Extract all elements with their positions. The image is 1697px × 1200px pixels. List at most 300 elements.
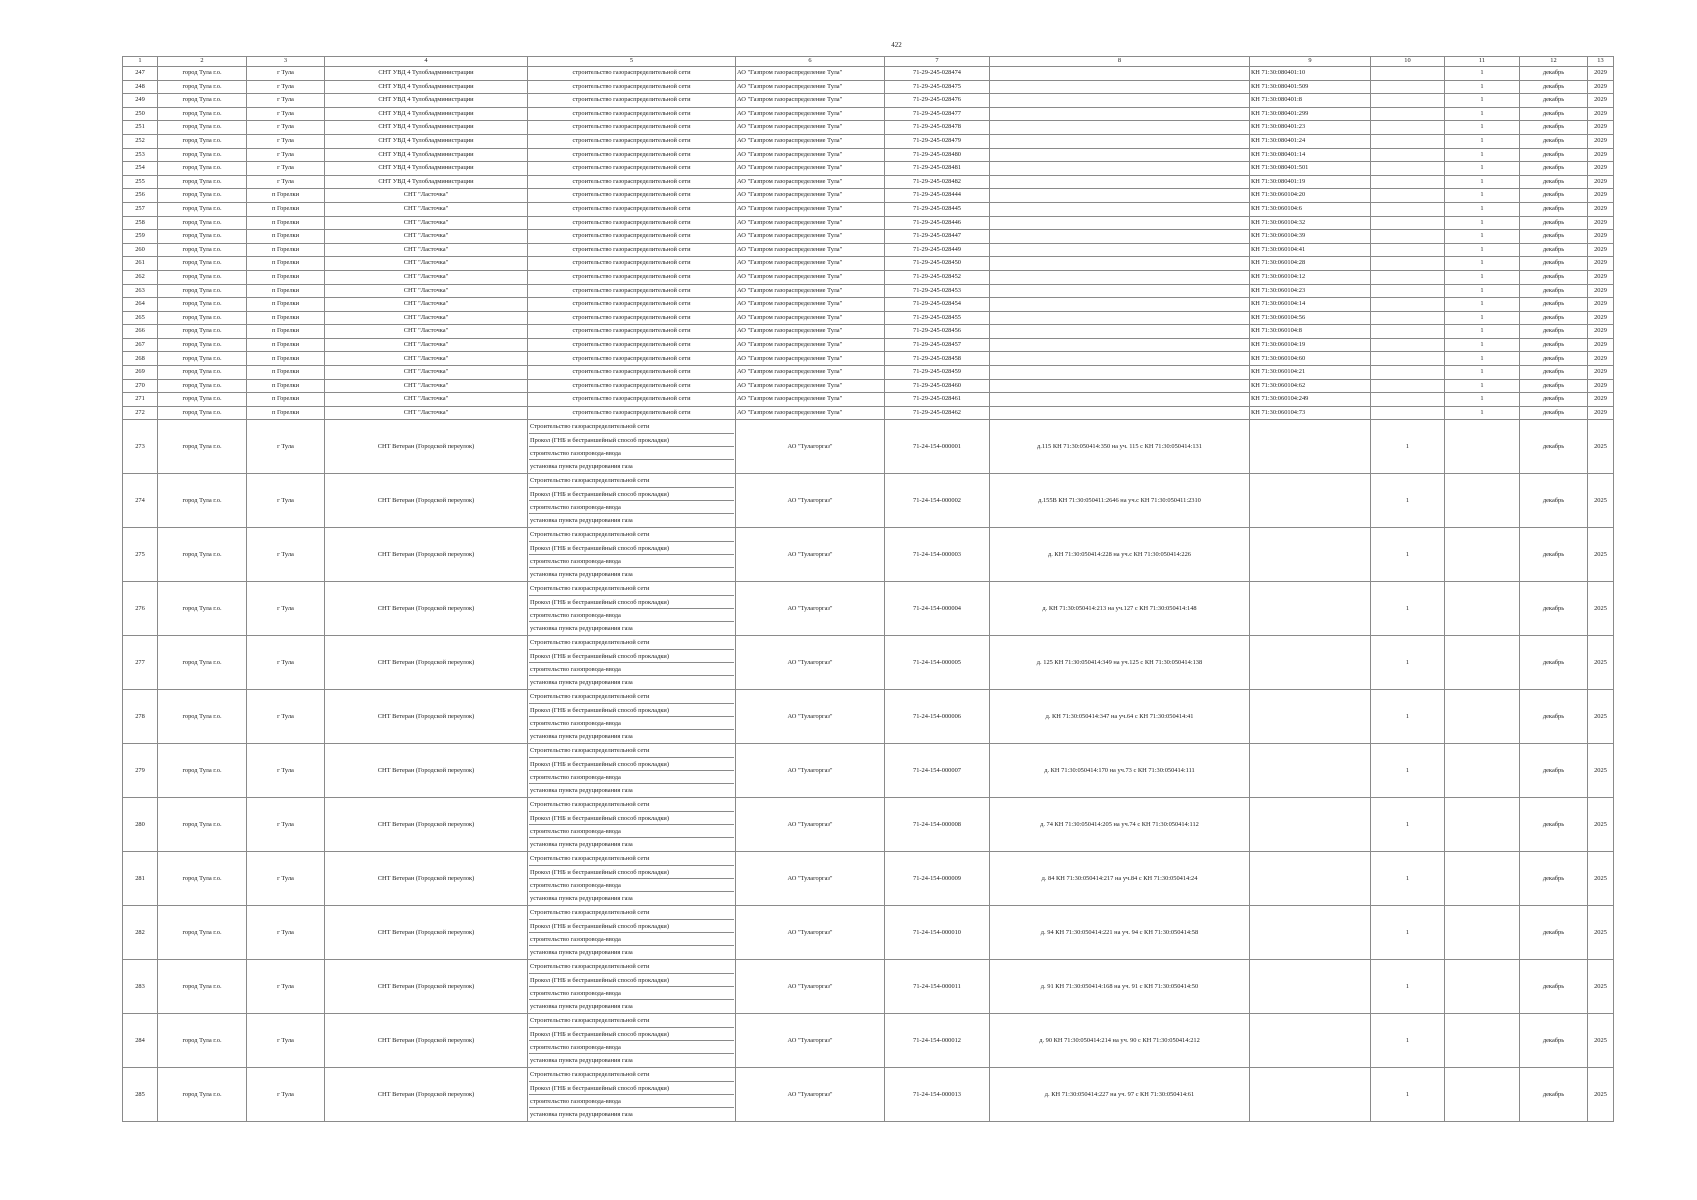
cell-request-number: 71-29-245-028462 xyxy=(885,406,990,420)
cell-object: СНТ Ветеран (Городской переулок) xyxy=(325,744,528,798)
cell-settlement: г Тула xyxy=(247,582,325,636)
work-item: строительство газопровода-ввода xyxy=(529,663,734,676)
cell-col10 xyxy=(1371,243,1445,257)
cell-object: СНТ УВД 4 Тулобладминистрации xyxy=(325,121,528,135)
cell-request-number: 71-29-245-028446 xyxy=(885,216,990,230)
cell-object: СНТ УВД 4 Тулобладминистрации xyxy=(325,148,528,162)
work-item: установка пункта редуцирования газа xyxy=(530,1111,633,1119)
cell-municipality: город Тула г.о. xyxy=(158,67,247,81)
cell-work-type: строительство газораспределительной сети xyxy=(528,366,736,380)
cell-municipality: город Тула г.о. xyxy=(158,94,247,108)
cell-col10 xyxy=(1371,67,1445,81)
cell-request-number: 71-29-245-028445 xyxy=(885,202,990,216)
cell-col11: 1 xyxy=(1445,257,1520,271)
cell-object: СНТ Ветеран (Городской переулок) xyxy=(325,582,528,636)
cell-settlement: г Тула xyxy=(247,744,325,798)
cell-municipality: город Тула г.о. xyxy=(158,406,247,420)
cell-work-type: строительство газораспределительной сети xyxy=(528,270,736,284)
cell-col11 xyxy=(1445,1068,1520,1122)
cell-parcel-info: д. КН 71:30:050414:347 на уч.64 с КН 71:30:050414:41 xyxy=(990,690,1250,744)
cell-parcel-info xyxy=(990,257,1250,271)
cell-parcel-info: д. КН 71:30:050414:228 на уч.с КН 71:30:050414:226 xyxy=(990,528,1250,582)
cell-col10 xyxy=(1371,202,1445,216)
cell-request-number: 71-29-245-028479 xyxy=(885,134,990,148)
cell-municipality: город Тула г.о. xyxy=(158,906,247,960)
cell-object: СНТ Ветеран (Городской переулок) xyxy=(325,690,528,744)
cell-settlement: г Тула xyxy=(247,528,325,582)
cell-col10: 1 xyxy=(1371,744,1445,798)
cell-object: СНТ "Ласточка" xyxy=(325,311,528,325)
cell-object: СНТ "Ласточка" xyxy=(325,298,528,312)
cell-num: 279 xyxy=(123,744,158,798)
table-row xyxy=(123,528,1614,582)
cell-request-number: 71-29-245-028474 xyxy=(885,67,990,81)
table-row xyxy=(123,298,1614,312)
cell-num: 256 xyxy=(123,189,158,203)
cell-month: декабрь xyxy=(1520,690,1588,744)
cell-col11: 1 xyxy=(1445,162,1520,176)
cell-num: 247 xyxy=(123,67,158,81)
cell-work-type: строительство газораспределительной сети xyxy=(528,216,736,230)
cell-municipality: город Тула г.о. xyxy=(158,80,247,94)
cell-request-number: 71-29-245-028475 xyxy=(885,80,990,94)
cell-settlement: п Горелки xyxy=(247,216,325,230)
cell-organization: АО "Газпром газораспределение Тула" xyxy=(736,148,885,162)
cell-municipality: город Тула г.о. xyxy=(158,202,247,216)
cell-month: декабрь xyxy=(1520,636,1588,690)
cell-organization: АО "Газпром газораспределение Тула" xyxy=(736,325,885,339)
cell-year: 2029 xyxy=(1588,216,1614,230)
cell-organization: АО "Газпром газораспределение Тула" xyxy=(736,406,885,420)
cell-month: декабрь xyxy=(1520,325,1588,339)
cell-num: 254 xyxy=(123,162,158,176)
cell-parcel-info xyxy=(990,148,1250,162)
cell-col10 xyxy=(1371,311,1445,325)
cell-settlement: п Горелки xyxy=(247,393,325,407)
cell-col11: 1 xyxy=(1445,366,1520,380)
cell-parcel-info xyxy=(990,352,1250,366)
table-row xyxy=(123,338,1614,352)
cell-settlement: г Тула xyxy=(247,852,325,906)
cell-municipality: город Тула г.о. xyxy=(158,474,247,528)
cell-col10 xyxy=(1371,325,1445,339)
cell-object: СНТ "Ласточка" xyxy=(325,379,528,393)
cell-col10 xyxy=(1371,352,1445,366)
cell-municipality: город Тула г.о. xyxy=(158,298,247,312)
column-header: 12 xyxy=(1520,57,1588,67)
column-header: 8 xyxy=(990,57,1250,67)
table-row xyxy=(123,243,1614,257)
work-item: Прокол (ГНБ и бестраншейный способ прокладки) xyxy=(529,704,734,717)
cell-col10: 1 xyxy=(1371,528,1445,582)
column-header: 11 xyxy=(1445,57,1520,67)
cell-cadastral-number: КН 71:30:080401:299 xyxy=(1250,107,1371,121)
cell-organization: АО "Тулагоргаз" xyxy=(736,474,885,528)
cell-col11: 1 xyxy=(1445,379,1520,393)
cell-year: 2029 xyxy=(1588,243,1614,257)
cell-work-type: строительство газораспределительной сети xyxy=(528,379,736,393)
cell-parcel-info: д.115 КН 71:30:050414:350 на уч. 115 с КН 71:30:050414:131 xyxy=(990,420,1250,474)
cell-municipality: город Тула г.о. xyxy=(158,216,247,230)
cell-cadastral-number xyxy=(1250,1068,1371,1122)
cell-request-number: 71-29-245-028459 xyxy=(885,366,990,380)
cell-month: декабрь xyxy=(1520,121,1588,135)
cell-organization: АО "Тулагоргаз" xyxy=(736,528,885,582)
cell-cadastral-number: КН 71:30:060104:20 xyxy=(1250,189,1371,203)
cell-organization: АО "Газпром газораспределение Тула" xyxy=(736,162,885,176)
cell-col10: 1 xyxy=(1371,690,1445,744)
cell-col10 xyxy=(1371,80,1445,94)
cell-col11 xyxy=(1445,474,1520,528)
cell-parcel-info xyxy=(990,107,1250,121)
cell-num: 260 xyxy=(123,243,158,257)
cell-col11: 1 xyxy=(1445,189,1520,203)
cell-settlement: г Тула xyxy=(247,80,325,94)
cell-col10 xyxy=(1371,406,1445,420)
cell-parcel-info xyxy=(990,67,1250,81)
cell-col11: 1 xyxy=(1445,243,1520,257)
cell-col10: 1 xyxy=(1371,852,1445,906)
cell-work-type: строительство газораспределительной сети xyxy=(528,202,736,216)
cell-cadastral-number: КН 71:30:060104:28 xyxy=(1250,257,1371,271)
cell-num: 249 xyxy=(123,94,158,108)
cell-col11 xyxy=(1445,582,1520,636)
cell-col10: 1 xyxy=(1371,636,1445,690)
work-item: установка пункта редуцирования газа xyxy=(530,571,633,579)
cell-col10: 1 xyxy=(1371,906,1445,960)
cell-month: декабрь xyxy=(1520,582,1588,636)
cell-col10 xyxy=(1371,270,1445,284)
cell-parcel-info xyxy=(990,175,1250,189)
cell-col11: 1 xyxy=(1445,270,1520,284)
cell-object: СНТ Ветеран (Городской переулок) xyxy=(325,852,528,906)
cell-municipality: город Тула г.о. xyxy=(158,230,247,244)
work-item: строительство газопровода-ввода xyxy=(529,501,734,514)
cell-municipality: город Тула г.о. xyxy=(158,107,247,121)
cell-year: 2029 xyxy=(1588,107,1614,121)
cell-settlement: п Горелки xyxy=(247,284,325,298)
table-row xyxy=(123,852,1614,906)
cell-parcel-info xyxy=(990,243,1250,257)
cell-settlement: г Тула xyxy=(247,420,325,474)
work-item: установка пункта редуцирования газа xyxy=(530,1003,633,1011)
work-item: установка пункта редуцирования газа xyxy=(530,517,633,525)
cell-month: декабрь xyxy=(1520,189,1588,203)
cell-cadastral-number: КН 71:30:060104:249 xyxy=(1250,393,1371,407)
cell-municipality: город Тула г.о. xyxy=(158,270,247,284)
cell-object: СНТ УВД 4 Тулобладминистрации xyxy=(325,94,528,108)
header-row xyxy=(123,57,1614,67)
table-row xyxy=(123,257,1614,271)
cell-organization: АО "Газпром газораспределение Тула" xyxy=(736,67,885,81)
cell-year: 2029 xyxy=(1588,406,1614,420)
cell-num: 281 xyxy=(123,852,158,906)
cell-col11: 1 xyxy=(1445,67,1520,81)
cell-col11 xyxy=(1445,960,1520,1014)
column-header: 6 xyxy=(736,57,885,67)
cell-work-type: строительство газораспределительной сети xyxy=(528,325,736,339)
cell-cadastral-number: КН 71:30:080401:14 xyxy=(1250,148,1371,162)
cell-col11 xyxy=(1445,420,1520,474)
cell-municipality: город Тула г.о. xyxy=(158,528,247,582)
cell-work-type: строительство газораспределительной сети xyxy=(528,189,736,203)
cell-object: СНТ "Ласточка" xyxy=(325,352,528,366)
work-item: Строительство газораспределительной сети xyxy=(529,420,734,433)
cell-settlement: п Горелки xyxy=(247,366,325,380)
work-item: Строительство газораспределительной сети xyxy=(529,528,734,541)
work-item: Прокол (ГНБ и бестраншейный способ прокладки) xyxy=(529,1082,734,1095)
cell-work-list xyxy=(528,582,736,636)
cell-num: 265 xyxy=(123,311,158,325)
cell-col10 xyxy=(1371,284,1445,298)
cell-col10: 1 xyxy=(1371,582,1445,636)
cell-organization: АО "Тулагоргаз" xyxy=(736,1068,885,1122)
cell-organization: АО "Газпром газораспределение Тула" xyxy=(736,94,885,108)
cell-month: декабрь xyxy=(1520,744,1588,798)
cell-municipality: город Тула г.о. xyxy=(158,325,247,339)
cell-month: декабрь xyxy=(1520,906,1588,960)
table-row xyxy=(123,175,1614,189)
cell-request-number: 71-29-245-028449 xyxy=(885,243,990,257)
cell-year: 2025 xyxy=(1588,906,1614,960)
cell-year: 2025 xyxy=(1588,852,1614,906)
cell-parcel-info xyxy=(990,393,1250,407)
cell-municipality: город Тула г.о. xyxy=(158,420,247,474)
cell-cadastral-number xyxy=(1250,474,1371,528)
cell-cadastral-number xyxy=(1250,528,1371,582)
work-item: строительство газопровода-ввода xyxy=(529,771,734,784)
cell-object: СНТ Ветеран (Городской переулок) xyxy=(325,420,528,474)
work-item: строительство газопровода-ввода xyxy=(529,987,734,1000)
cell-object: СНТ Ветеран (Городской переулок) xyxy=(325,528,528,582)
cell-municipality: город Тула г.о. xyxy=(158,852,247,906)
cell-work-list xyxy=(528,636,736,690)
cell-municipality: город Тула г.о. xyxy=(158,175,247,189)
cell-settlement: п Горелки xyxy=(247,243,325,257)
cell-municipality: город Тула г.о. xyxy=(158,162,247,176)
cell-object: СНТ "Ласточка" xyxy=(325,202,528,216)
cell-col11: 1 xyxy=(1445,107,1520,121)
cell-month: декабрь xyxy=(1520,134,1588,148)
cell-object: СНТ Ветеран (Городской переулок) xyxy=(325,906,528,960)
cell-work-list xyxy=(528,906,736,960)
table-row xyxy=(123,1068,1614,1122)
cell-cadastral-number: КН 71:30:080401:509 xyxy=(1250,80,1371,94)
cell-col11: 1 xyxy=(1445,284,1520,298)
table-row xyxy=(123,162,1614,176)
cell-work-list xyxy=(528,690,736,744)
cell-col11 xyxy=(1445,1014,1520,1068)
cell-num: 266 xyxy=(123,325,158,339)
cell-settlement: г Тула xyxy=(247,121,325,135)
work-item: Прокол (ГНБ и бестраншейный способ прокладки) xyxy=(529,542,734,555)
cell-organization: АО "Газпром газораспределение Тула" xyxy=(736,134,885,148)
cell-settlement: п Горелки xyxy=(247,257,325,271)
cell-organization: АО "Газпром газораспределение Тула" xyxy=(736,366,885,380)
table-row xyxy=(123,94,1614,108)
cell-month: декабрь xyxy=(1520,474,1588,528)
cell-municipality: город Тула г.о. xyxy=(158,1014,247,1068)
cell-settlement: п Горелки xyxy=(247,338,325,352)
cell-col10 xyxy=(1371,189,1445,203)
cell-col10 xyxy=(1371,393,1445,407)
cell-organization: АО "Тулагоргаз" xyxy=(736,636,885,690)
cell-cadastral-number: КН 71:30:060104:23 xyxy=(1250,284,1371,298)
cell-col11 xyxy=(1445,798,1520,852)
cell-num: 263 xyxy=(123,284,158,298)
cell-organization: АО "Тулагоргаз" xyxy=(736,906,885,960)
table-row xyxy=(123,284,1614,298)
cell-month: декабрь xyxy=(1520,107,1588,121)
table-row xyxy=(123,107,1614,121)
cell-year: 2029 xyxy=(1588,189,1614,203)
cell-request-number: 71-29-245-028447 xyxy=(885,230,990,244)
cell-year: 2025 xyxy=(1588,528,1614,582)
cell-cadastral-number: КН 71:30:060104:12 xyxy=(1250,270,1371,284)
cell-organization: АО "Газпром газораспределение Тула" xyxy=(736,107,885,121)
cell-work-list xyxy=(528,960,736,1014)
cell-municipality: город Тула г.о. xyxy=(158,1068,247,1122)
cell-col11 xyxy=(1445,744,1520,798)
table-row xyxy=(123,1014,1614,1068)
cell-col11 xyxy=(1445,852,1520,906)
cell-request-number: 71-24-154-000012 xyxy=(885,1014,990,1068)
cell-month: декабрь xyxy=(1520,284,1588,298)
cell-request-number: 71-29-245-028452 xyxy=(885,270,990,284)
cell-request-number: 71-29-245-028477 xyxy=(885,107,990,121)
cell-month: декабрь xyxy=(1520,393,1588,407)
cell-request-number: 71-24-154-000009 xyxy=(885,852,990,906)
work-item: строительство газопровода-ввода xyxy=(529,609,734,622)
cell-settlement: п Горелки xyxy=(247,189,325,203)
cell-request-number: 71-24-154-000003 xyxy=(885,528,990,582)
work-item: Строительство газораспределительной сети xyxy=(529,582,734,595)
work-item: установка пункта редуцирования газа xyxy=(530,787,633,795)
cell-work-type: строительство газораспределительной сети xyxy=(528,67,736,81)
cell-work-list xyxy=(528,474,736,528)
cell-parcel-info: д.155В КН 71:30:050411:2646 на уч.с КН 71:30:050411:2310 xyxy=(990,474,1250,528)
cell-year: 2029 xyxy=(1588,202,1614,216)
table-row xyxy=(123,189,1614,203)
cell-object: СНТ "Ласточка" xyxy=(325,284,528,298)
cell-work-type: строительство газораспределительной сети xyxy=(528,243,736,257)
cell-municipality: город Тула г.о. xyxy=(158,189,247,203)
cell-request-number: 71-24-154-000004 xyxy=(885,582,990,636)
cell-municipality: город Тула г.о. xyxy=(158,352,247,366)
cell-municipality: город Тула г.о. xyxy=(158,379,247,393)
cell-request-number: 71-29-245-028458 xyxy=(885,352,990,366)
cell-year: 2029 xyxy=(1588,393,1614,407)
table-row xyxy=(123,366,1614,380)
cell-work-type: строительство газораспределительной сети xyxy=(528,298,736,312)
cell-col11: 1 xyxy=(1445,230,1520,244)
work-item: установка пункта редуцирования газа xyxy=(530,625,633,633)
cell-num: 251 xyxy=(123,121,158,135)
cell-year: 2029 xyxy=(1588,94,1614,108)
cell-num: 267 xyxy=(123,338,158,352)
cell-request-number: 71-29-245-028481 xyxy=(885,162,990,176)
cell-num: 259 xyxy=(123,230,158,244)
cell-work-type: строительство газораспределительной сети xyxy=(528,94,736,108)
table-row xyxy=(123,960,1614,1014)
cell-parcel-info xyxy=(990,284,1250,298)
work-item: Прокол (ГНБ и бестраншейный способ прокладки) xyxy=(529,650,734,663)
cell-cadastral-number: КН 71:30:060104:41 xyxy=(1250,243,1371,257)
cell-cadastral-number: КН 71:30:080401:23 xyxy=(1250,121,1371,135)
cell-organization: АО "Газпром газораспределение Тула" xyxy=(736,311,885,325)
cell-request-number: 71-29-245-028461 xyxy=(885,393,990,407)
cell-municipality: город Тула г.о. xyxy=(158,243,247,257)
cell-num: 270 xyxy=(123,379,158,393)
cell-num: 280 xyxy=(123,798,158,852)
cell-settlement: п Горелки xyxy=(247,298,325,312)
cell-num: 276 xyxy=(123,582,158,636)
cell-settlement: г Тула xyxy=(247,175,325,189)
column-header: 2 xyxy=(158,57,247,67)
cell-object: СНТ Ветеран (Городской переулок) xyxy=(325,960,528,1014)
column-header: 13 xyxy=(1588,57,1614,67)
cell-month: декабрь xyxy=(1520,366,1588,380)
cell-organization: АО "Тулагоргаз" xyxy=(736,582,885,636)
cell-col11: 1 xyxy=(1445,393,1520,407)
cell-parcel-info xyxy=(990,379,1250,393)
work-item: строительство газопровода-ввода xyxy=(529,933,734,946)
table-row xyxy=(123,906,1614,960)
cell-settlement: п Горелки xyxy=(247,311,325,325)
cell-cadastral-number: КН 71:30:080401:501 xyxy=(1250,162,1371,176)
cell-num: 282 xyxy=(123,906,158,960)
cell-settlement: г Тула xyxy=(247,134,325,148)
cell-work-type: строительство газораспределительной сети xyxy=(528,162,736,176)
cell-cadastral-number: КН 71:30:060104:56 xyxy=(1250,311,1371,325)
cell-request-number: 71-24-154-000011 xyxy=(885,960,990,1014)
cell-year: 2029 xyxy=(1588,311,1614,325)
cell-settlement: г Тула xyxy=(247,906,325,960)
cell-organization: АО "Тулагоргаз" xyxy=(736,1014,885,1068)
cell-object: СНТ Ветеран (Городской переулок) xyxy=(325,474,528,528)
cell-municipality: город Тула г.о. xyxy=(158,311,247,325)
cell-work-list xyxy=(528,1068,736,1122)
cell-work-type: строительство газораспределительной сети xyxy=(528,284,736,298)
cell-settlement: п Горелки xyxy=(247,379,325,393)
cell-month: декабрь xyxy=(1520,202,1588,216)
cell-cadastral-number xyxy=(1250,852,1371,906)
cell-request-number: 71-29-245-028456 xyxy=(885,325,990,339)
cell-parcel-info: д. 91 КН 71:30:050414:168 на уч. 91 с КН 71:30:050414:50 xyxy=(990,960,1250,1014)
cell-municipality: город Тула г.о. xyxy=(158,393,247,407)
cell-year: 2025 xyxy=(1588,474,1614,528)
cell-num: 253 xyxy=(123,148,158,162)
cell-organization: АО "Газпром газораспределение Тула" xyxy=(736,393,885,407)
cell-col10: 1 xyxy=(1371,420,1445,474)
cell-col11: 1 xyxy=(1445,80,1520,94)
work-item: Прокол (ГНБ и бестраншейный способ прокладки) xyxy=(529,434,734,447)
work-item: Строительство газораспределительной сети xyxy=(529,636,734,649)
column-header: 3 xyxy=(247,57,325,67)
cell-municipality: город Тула г.о. xyxy=(158,257,247,271)
cell-parcel-info xyxy=(990,270,1250,284)
cell-object: СНТ Ветеран (Городской переулок) xyxy=(325,798,528,852)
cell-parcel-info xyxy=(990,216,1250,230)
cell-num: 278 xyxy=(123,690,158,744)
work-item: Строительство газораспределительной сети xyxy=(529,474,734,487)
cell-col11: 1 xyxy=(1445,338,1520,352)
cell-work-list xyxy=(528,420,736,474)
cell-num: 264 xyxy=(123,298,158,312)
cell-num: 258 xyxy=(123,216,158,230)
work-item: Прокол (ГНБ и бестраншейный способ прокладки) xyxy=(529,920,734,933)
table-row xyxy=(123,67,1614,81)
